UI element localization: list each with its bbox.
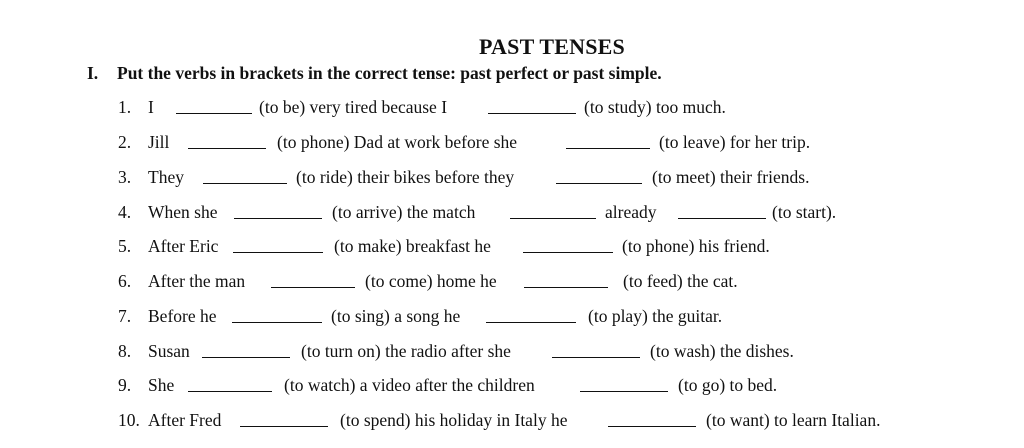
exercise-number: 1. — [118, 96, 132, 117]
page-title: PAST TENSES — [479, 34, 625, 59]
sentence-part: (to make) breakfast he — [334, 235, 491, 256]
answer-blank[interactable] — [176, 112, 252, 114]
answer-blank[interactable] — [510, 217, 596, 219]
exercise-row — [0, 303, 1024, 329]
answer-blank[interactable] — [188, 147, 266, 149]
answer-blank[interactable] — [678, 217, 766, 219]
sentence-part: (to feed) the cat. — [623, 270, 738, 291]
exercise-number: 3. — [118, 166, 132, 187]
exercise-number: 10. — [118, 409, 140, 430]
answer-blank[interactable] — [203, 182, 287, 184]
answer-blank[interactable] — [524, 286, 608, 288]
sentence-part: They — [148, 166, 184, 187]
answer-blank[interactable] — [232, 321, 322, 323]
sentence-part: (to watch) a video after the children — [284, 374, 535, 395]
sentence-part: (to start). — [772, 201, 837, 222]
sentence-part: (to study) too much. — [584, 96, 726, 117]
sentence-part: (to be) very tired because I — [259, 96, 448, 117]
exercise-row — [0, 94, 1024, 120]
exercise-row — [0, 199, 1024, 225]
sentence-part: Before he — [148, 305, 217, 326]
sentence-part: (to ride) their bikes before they — [296, 166, 515, 187]
exercise-row — [0, 268, 1024, 294]
sentence-part: She — [148, 374, 175, 395]
exercise-row — [0, 407, 1024, 433]
sentence-part: (to phone) Dad at work before she — [277, 131, 518, 152]
sentence-part: When she — [148, 201, 218, 222]
exercise-row — [0, 129, 1024, 155]
sentence-part: After the man — [148, 270, 246, 291]
sentence-part: Susan — [148, 340, 190, 361]
sentence-part: (to wash) the dishes. — [650, 340, 794, 361]
exercise-number: 6. — [118, 270, 132, 291]
answer-blank[interactable] — [233, 251, 323, 253]
sentence-part: (to spend) his holiday in Italy he — [340, 409, 568, 430]
sentence-part: (to go) to bed. — [678, 374, 778, 395]
exercise-number: 4. — [118, 201, 132, 222]
exercise-row — [0, 164, 1024, 190]
sentence-part: (to turn on) the radio after she — [301, 340, 511, 361]
answer-blank[interactable] — [552, 356, 640, 358]
answer-blank[interactable] — [240, 425, 328, 427]
answer-blank[interactable] — [608, 425, 696, 427]
exercise-number: 2. — [118, 131, 132, 152]
exercise-row — [0, 372, 1024, 398]
sentence-part: (to arrive) the match — [332, 201, 476, 222]
sentence-part: After Fred — [148, 409, 222, 430]
sentence-part: (to come) home he — [365, 270, 497, 291]
answer-blank[interactable] — [566, 147, 650, 149]
exercise-row — [0, 233, 1024, 259]
sentence-part: (to phone) his friend. — [622, 235, 770, 256]
section-number: I. — [87, 63, 99, 83]
sentence-part: (to leave) for her trip. — [659, 131, 811, 152]
sentence-part: already — [605, 201, 657, 222]
answer-blank[interactable] — [188, 390, 272, 392]
exercise-number: 8. — [118, 340, 132, 361]
exercise-number: 9. — [118, 374, 132, 395]
sentence-part: (to want) to learn Italian. — [706, 409, 881, 430]
exercise-number: 5. — [118, 235, 132, 256]
sentence-part: (to sing) a song he — [331, 305, 461, 326]
answer-blank[interactable] — [523, 251, 613, 253]
exercise-row — [0, 338, 1024, 364]
answer-blank[interactable] — [234, 217, 322, 219]
answer-blank[interactable] — [580, 390, 668, 392]
sentence-part: I — [148, 96, 154, 117]
exercise-number: 7. — [118, 305, 132, 326]
answer-blank[interactable] — [556, 182, 642, 184]
instruction-text: Put the verbs in brackets in the correct tense: past perfect or past simple. — [117, 63, 662, 83]
answer-blank[interactable] — [202, 356, 290, 358]
answer-blank[interactable] — [488, 112, 576, 114]
answer-blank[interactable] — [271, 286, 355, 288]
sentence-part: After Eric — [148, 235, 219, 256]
answer-blank[interactable] — [486, 321, 576, 323]
sentence-part: (to meet) their friends. — [652, 166, 810, 187]
sentence-part: Jill — [148, 131, 170, 152]
sentence-part: (to play) the guitar. — [588, 305, 723, 326]
